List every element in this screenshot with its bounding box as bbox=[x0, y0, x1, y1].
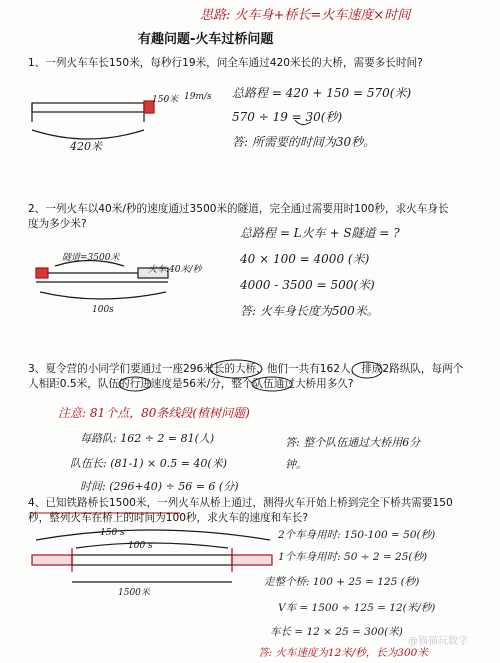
question-4-text: 4、已知铁路桥长1500米，一列火车从桥上通过，测得火车开始上桥到完全下桥共需要150秒，整列火车在桥上的时间为100秒，求火车的速度和车长? bbox=[28, 497, 453, 524]
q4-work-3: 走整个桥: 100 + 25 = 125 (秒) bbox=[264, 576, 420, 588]
q3-answer: 答: 整个队伍通过大桥用6分钟。 bbox=[285, 436, 421, 471]
q2-tunnel-label: 隧道=3500米 bbox=[62, 253, 120, 263]
q3-work-1: 每路队: 162 ÷ 2 = 81(人) bbox=[80, 432, 215, 445]
q4-work-4: V车 = 1500 ÷ 125 = 12(米/秒) bbox=[278, 602, 436, 614]
q2-work-1: 总路程 = L火车 + S隧道 = ? bbox=[240, 226, 400, 240]
header-hint: 思路: 火车身+桥长=火车速度×时间 bbox=[200, 8, 411, 23]
q4-answer: 答: 火车速度为12米/秒，长为300米 bbox=[258, 647, 428, 659]
q3-work-2: 队伍长: (81-1) × 0.5 = 40(米) bbox=[70, 457, 227, 470]
q2-work-3: 4000 - 3500 = 500(米) bbox=[240, 278, 375, 292]
q2-time-label: 100s bbox=[92, 305, 114, 315]
q2-work-4: 答: 火车身长度为500米。 bbox=[240, 304, 379, 318]
q1-speed: 19m/s bbox=[184, 92, 212, 102]
q4-bridge-length: 1500米 bbox=[118, 588, 150, 598]
q4-time-2: 100 s bbox=[128, 541, 153, 551]
q1-bridge bbox=[32, 103, 144, 112]
q2-train-left bbox=[36, 268, 48, 278]
q4-time-1: 150 s bbox=[100, 528, 125, 538]
watermark: @猫猫玩数学 bbox=[408, 636, 468, 647]
page-title: 有趣问题-火车过桥问题 bbox=[138, 32, 274, 47]
q4-diagram bbox=[32, 530, 272, 582]
question-1-text: 1、一列火车车长150米，每秒行19米，问全车通过420米长的大桥，需要多长时间? bbox=[28, 57, 423, 69]
q1-train-length: 150米 bbox=[152, 95, 179, 105]
q1-work-1: 总路程 = 420 + 150 = 570(米) bbox=[232, 86, 412, 100]
q2-speed-label: 火车:40米/秒 bbox=[148, 265, 202, 275]
q2-work-2: 40 × 100 = 4000 (米) bbox=[240, 252, 370, 266]
q4-work-5: 车长 = 12 × 25 = 300(米) bbox=[270, 626, 403, 638]
question-2-text: 2、一列火车以40米/秒的速度通过3500米的隧道，完全通过需要用时100秒，求火车身长度为多少米? bbox=[28, 203, 449, 230]
q4-work-1: 2个车身用时: 150-100 = 50(秒) bbox=[278, 529, 436, 541]
q1-work-2: 570 ÷ 19 = 30(秒) bbox=[232, 110, 343, 124]
q1-diagram bbox=[32, 101, 154, 139]
q4-work-2: 1个车身用时: 50 ÷ 2 = 25(秒) bbox=[278, 551, 428, 563]
question-3-text: 3、夏令营的小同学们要通过一座296米长的大桥，他们一共有162人，排成2路纵队，每两个人相距0.5米，队伍的行进速度是56米/分，整个队伍通过大桥用多久? bbox=[28, 363, 464, 390]
q3-note: 注意: 81个点，80条线段(植树问题) bbox=[58, 406, 250, 420]
q3-work-3: 时间: (296+40) ÷ 56 = 6 (分) bbox=[80, 480, 239, 493]
q1-bridge-length: 420米 bbox=[70, 140, 102, 153]
q1-work-3: 答: 所需要的时间为30秒。 bbox=[232, 135, 376, 149]
